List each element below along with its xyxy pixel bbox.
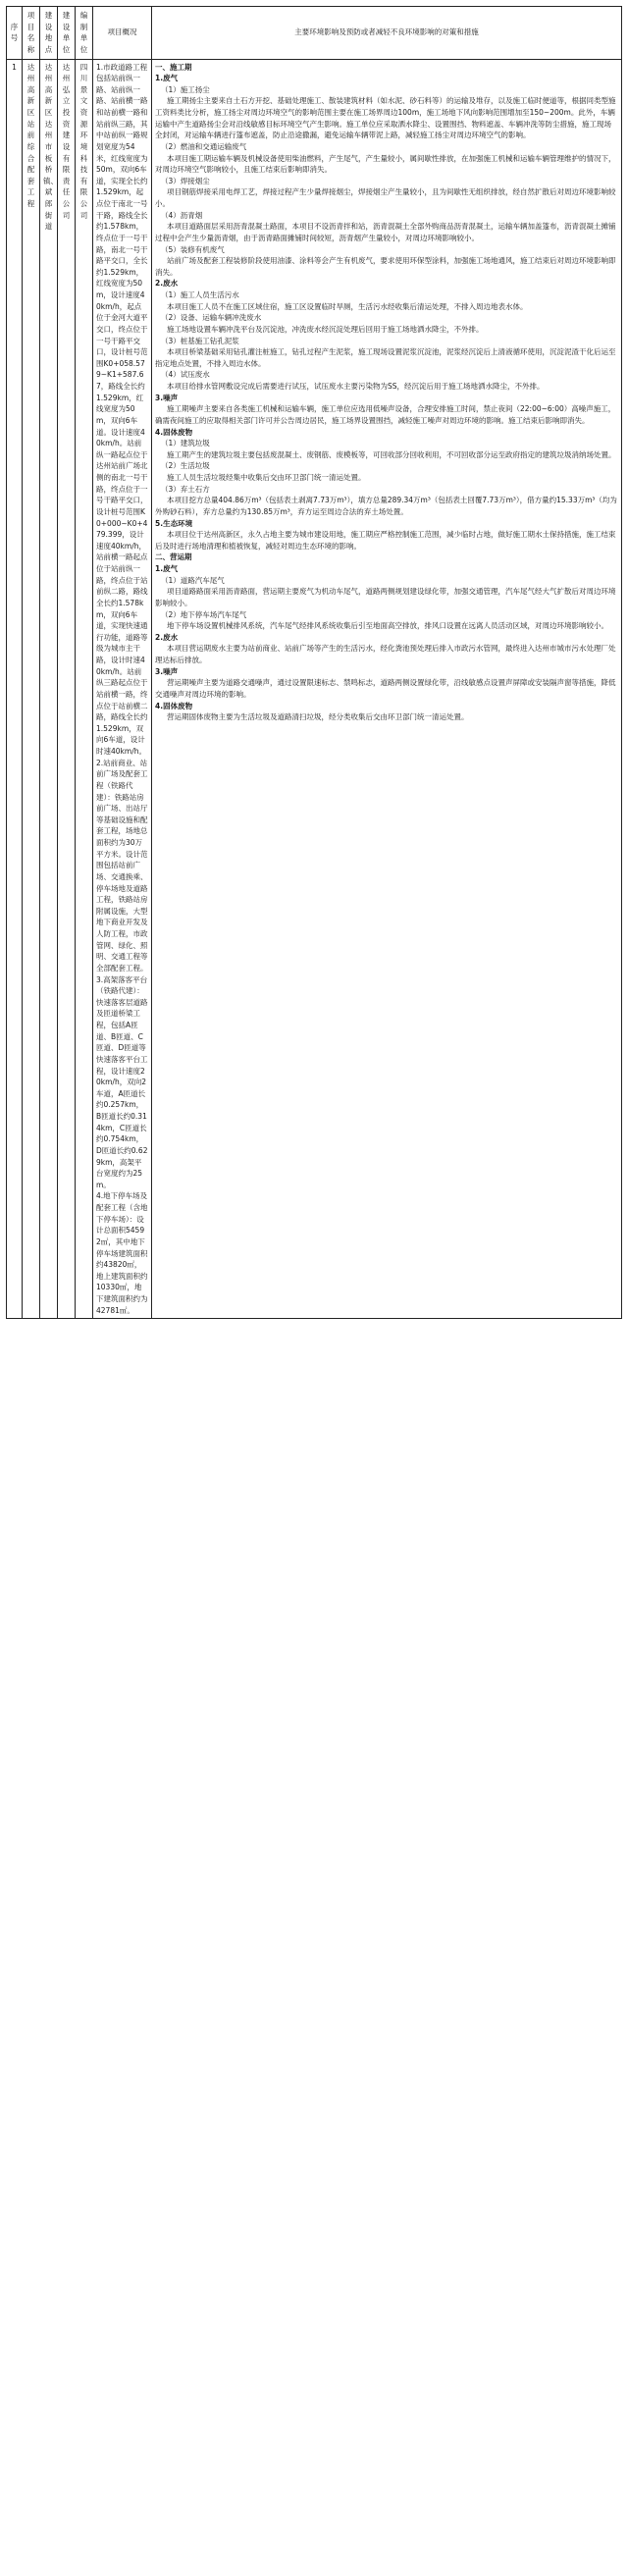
header-no: 序号 [7,7,23,60]
measure-paragraph: 施工期扬尘主要来自土石方开挖、基础处理施工、散装建筑材料（如水泥、砂石料等）的运输及堆存，以及施工临时便道等，根据同类型施工资料类比分析，施工扬尘对周边环境空气的影响范围主要在施工场界周边100m，施工场地下风向影响范围增加至150~200m。此外，车辆运输中产生道路扬尘会对沿线敏感目标环境空气产生影响。施工单位应采取洒水降尘、设置围挡、物料遮盖、车辆冲洗等防尘措施，施工现场全封闭，对运输车辆进行篷布遮盖，防止沿途撒漏，避免运输车辆带泥上路，减轻施工扬尘对周边环境空气的影响。 [155,96,616,140]
overview-list [96,62,148,1317]
measure-subheading: （3）桩基施工钻孔泥浆 [161,336,239,345]
measure-heading: 4.固体废物 [155,427,193,437]
cell-measures [152,59,622,1319]
measure-paragraph: 施工场地设置车辆冲洗平台及沉淀池，冲洗废水经沉淀处理后回用于施工场地洒水降尘，不外排。 [167,324,484,334]
header-name: 项目名称 [23,7,40,60]
measure-subheading: （4）试压废水 [161,370,210,380]
cell-compiler: 四川景文资源环境科技有限公司 [76,59,93,1319]
project-table [6,6,622,1319]
measure-paragraph: 施工期产生的建筑垃圾主要包括废混凝土、废钢筋、废模板等，可回收部分回收利用，不可回收部分运至政府指定的建筑垃圾消纳场处置。 [167,449,616,459]
overview-paragraph: 3.高架落客平台（铁路代建）：快速落客层道路及匝道桥梁工程，包括A匝道、B匝道、C匝道、D匝道等快速落客平台工程，设计速度20km/h，双向2车道，A匝道长约0.257km，B匝道长约0.314km，C匝道长约0.754km，D匝道长约0.629km，高架平台宽度约为25m。 [96,974,148,1189]
cell-location: 达州高新区达州市板桥镇、斌郎街道 [40,59,58,1319]
measure-paragraph: 本项目施工人员不在施工区域住宿，施工区设置临时旱厕，生活污水经收集后清运处理，不排入周边地表水体。 [167,301,528,311]
measures-list [155,62,618,723]
cell-project-name: 达州高新区站前综合配套工程 [23,59,40,1319]
measure-subheading: （3）焊接烟尘 [161,176,210,185]
measure-heading: 2.废水 [155,279,179,289]
measure-paragraph: 本项目桥梁基础采用钻孔灌注桩施工，钻孔过程产生泥浆，施工现场设置泥浆沉淀池，泥浆经沉淀后上清液循环使用，沉淀泥渣干化后运至指定地点处置，不排入周边水体。 [155,347,616,368]
measure-subheading: （1）施工扬尘 [161,84,210,94]
header-measures: 主要环境影响及预防或者减轻不良环境影响的对策和措施 [152,7,622,60]
cell-no: 1 [7,59,23,1319]
measure-heading: 一、施工期 [155,62,192,72]
measure-paragraph: 项目钢筋焊接采用电焊工艺，焊接过程产生少量焊接烟尘，焊接烟尘产生量较小，且为间歇性无组织排放，经自然扩散后对周边环境影响较小。 [155,187,616,208]
measure-subheading: （1）施工人员生活污水 [161,290,239,299]
table-row [7,59,622,1319]
measure-subheading: （2）设备、运输车辆冲洗废水 [161,313,262,323]
header-overview: 项目概况 [93,7,152,60]
measure-paragraph: 施工人员生活垃圾经集中收集后交由环卫部门统一清运处置。 [167,473,366,482]
overview-paragraph: 4.地下停车场及配套工程（含地下停车场）：设计总面积54592㎡，其中地下停车场建筑面积约43820㎡，地上建筑面积约10330㎡，地下建筑面积约为42781㎡。 [96,1191,148,1315]
header-compiler: 编制单位 [76,7,93,60]
header-location: 建设地点 [40,7,58,60]
measure-heading: 3.噪声 [155,393,179,402]
measure-paragraph: 本项目位于达州高新区，永久占地主要为城市建设用地，施工期应严格控制施工范围，减少临时占地，做好施工期水土保持措施，施工结束后及时进行场地清理和植被恢复，减轻对周边生态环境的影响。 [155,530,616,551]
measure-paragraph: 站前广场及配套工程装修阶段使用油漆、涂料等会产生有机废气，要求使用环保型涂料，加强施工场地通风，施工结束后对周边环境影响即消失。 [155,256,616,277]
measure-paragraph: 本项目道路面层采用沥青混凝土路面，本项目不设沥青拌和站，沥青混凝土全部外购商品沥青混凝土，运输车辆加盖篷布，沥青混凝土摊铺过程中会产生少量沥青烟，由于沥青路面摊铺时间较短，沥青烟产生量较小，对周边环境影响较小。 [155,222,616,242]
table-header-row [7,7,622,60]
measure-paragraph: 地下停车场设置机械排风系统，汽车尾气经排风系统收集后引至地面高空排放，排风口设置在远离人员活动区域，对周边环境影响较小。 [167,621,608,631]
measure-paragraph: 本项目施工期运输车辆及机械设备使用柴油燃料，产生尾气，产生量较小，属间歇性排放，在加强施工机械和运输车辆管理维护的情况下，对周边环境空气影响较小，且施工结束后影响即消失。 [155,153,616,175]
measure-paragraph: 营运期固体废物主要为生活垃圾及道路清扫垃圾，经分类收集后交由环卫部门统一清运处置。 [167,712,469,722]
measure-subheading: （2）地下停车场汽车尾气 [161,609,247,619]
measure-subheading: （1）建筑垃圾 [161,439,210,448]
measure-paragraph: 本项目营运期废水主要为站前商业、站前广场等产生的生活污水，经化粪池预处理后排入市政污水管网，最终进入达州市城市污水处理厂处理达标后排放。 [155,644,616,664]
measure-heading: 二、营运期 [155,552,192,562]
measure-heading: 5.生态环境 [155,518,193,528]
cell-overview [93,59,152,1319]
measure-paragraph: 本项目给排水管网敷设完成后需要进行试压，试压废水主要污染物为SS，经沉淀后用于施工场地洒水降尘，不外排。 [167,382,545,391]
overview-paragraph: 2.站前商业、站前广场及配套工程（铁路代建）：铁路站房前广场、出站厅等基础设施和配套工程，场地总面积约为30万平方米。设计范围包括站前广场、交通换乘、停车场地及道路工程，铁路站房附属设施，大型地下商业开发及人防工程，市政管网、绿化、照明、交通工程等全部配套工程。 [96,758,148,973]
measure-heading: 4.固体废物 [155,701,193,710]
measure-subheading: （4）沥青烟 [161,210,203,220]
measure-heading: 1.废气 [155,564,179,573]
header-builder: 建设单位 [58,7,76,60]
cell-builder: 达州弘立投资建设有限责任公司 [58,59,76,1319]
measure-paragraph: 项目道路路面采用沥青路面，营运期主要废气为机动车尾气，道路两侧规划建设绿化带，加强交通管理，汽车尾气经大气扩散后对周边环境影响较小。 [155,587,616,607]
measure-paragraph: 营运期噪声主要为道路交通噪声，通过设置限速标志、禁鸣标志，道路两侧设置绿化带，沿线敏感点设置声屏障或安装隔声窗等措施，降低交通噪声对周边环境的影响。 [155,678,616,699]
measure-subheading: （2）燃油和交通运输废气 [161,141,247,151]
measure-heading: 3.噪声 [155,666,179,676]
measure-paragraph: 施工期噪声主要来自各类施工机械和运输车辆，施工单位应选用低噪声设备，合理安排施工时间，禁止夜间（22:00~6:00）高噪声施工，确需夜间施工的应取得相关部门许可并公告周边居民，施工场界设置围挡，减轻施工噪声对周边环境的影响。施工结束后影响即消失。 [155,404,616,425]
measure-subheading: （2）生活垃圾 [161,461,210,471]
measure-heading: 1.废气 [155,74,179,83]
measure-subheading: （5）装修有机废气 [161,244,225,254]
measure-heading: 2.废水 [155,632,179,642]
measure-paragraph: 本项目挖方总量404.86万m³（包括表土剥离7.73万m³），填方总量289.34万m³（包括表土回覆7.73万m³），借方量约15.33万m³（均为外购砂石料），弃方总量约为130.85万m³，弃方运至周边合法的弃土场处置。 [155,496,617,516]
measure-subheading: （1）道路汽车尾气 [161,575,225,585]
measure-subheading: （3）弃土石方 [161,484,210,494]
overview-paragraph: 1.市政道路工程包括站前纵一路、站前纵一路、站前横一路和站前横一路和站前纵三路，其中站前纵一路规划宽度为54米，红线宽度为50m，双向6车道，实现全长约1.529km，起点位于南北一号干路，路线全长约1.578km，终点位于一号干路，南北一号干路平交口，全长约1.529km，红线宽度为50m，设计速度40km/h，起点位于金河大道平交口，终点位于一号干路平交口，设计桩号范围K0+058.579~K1+587.67，路线全长约1.529km，红线宽度为50m，双向6车道。设计速度40km/h。站前纵一路起点位于达州站前广场北侧的南北一号干路，终点位于一号干路平交口，设计桩号范围K0+000~K0+479.399，设计速度40km/h，站前横一路起点位于站前纵一路，终点位于站前纵二路，路线全长约1.578km，双向6车道，实现快速通行功能，道路等级为城市主干路，设计时速40km/h。站前纵三路起点位于站前横一路，终点位于站前横二路，路线全长约1.529km，双向6车道，设计时速40km/h。 [96,62,148,756]
